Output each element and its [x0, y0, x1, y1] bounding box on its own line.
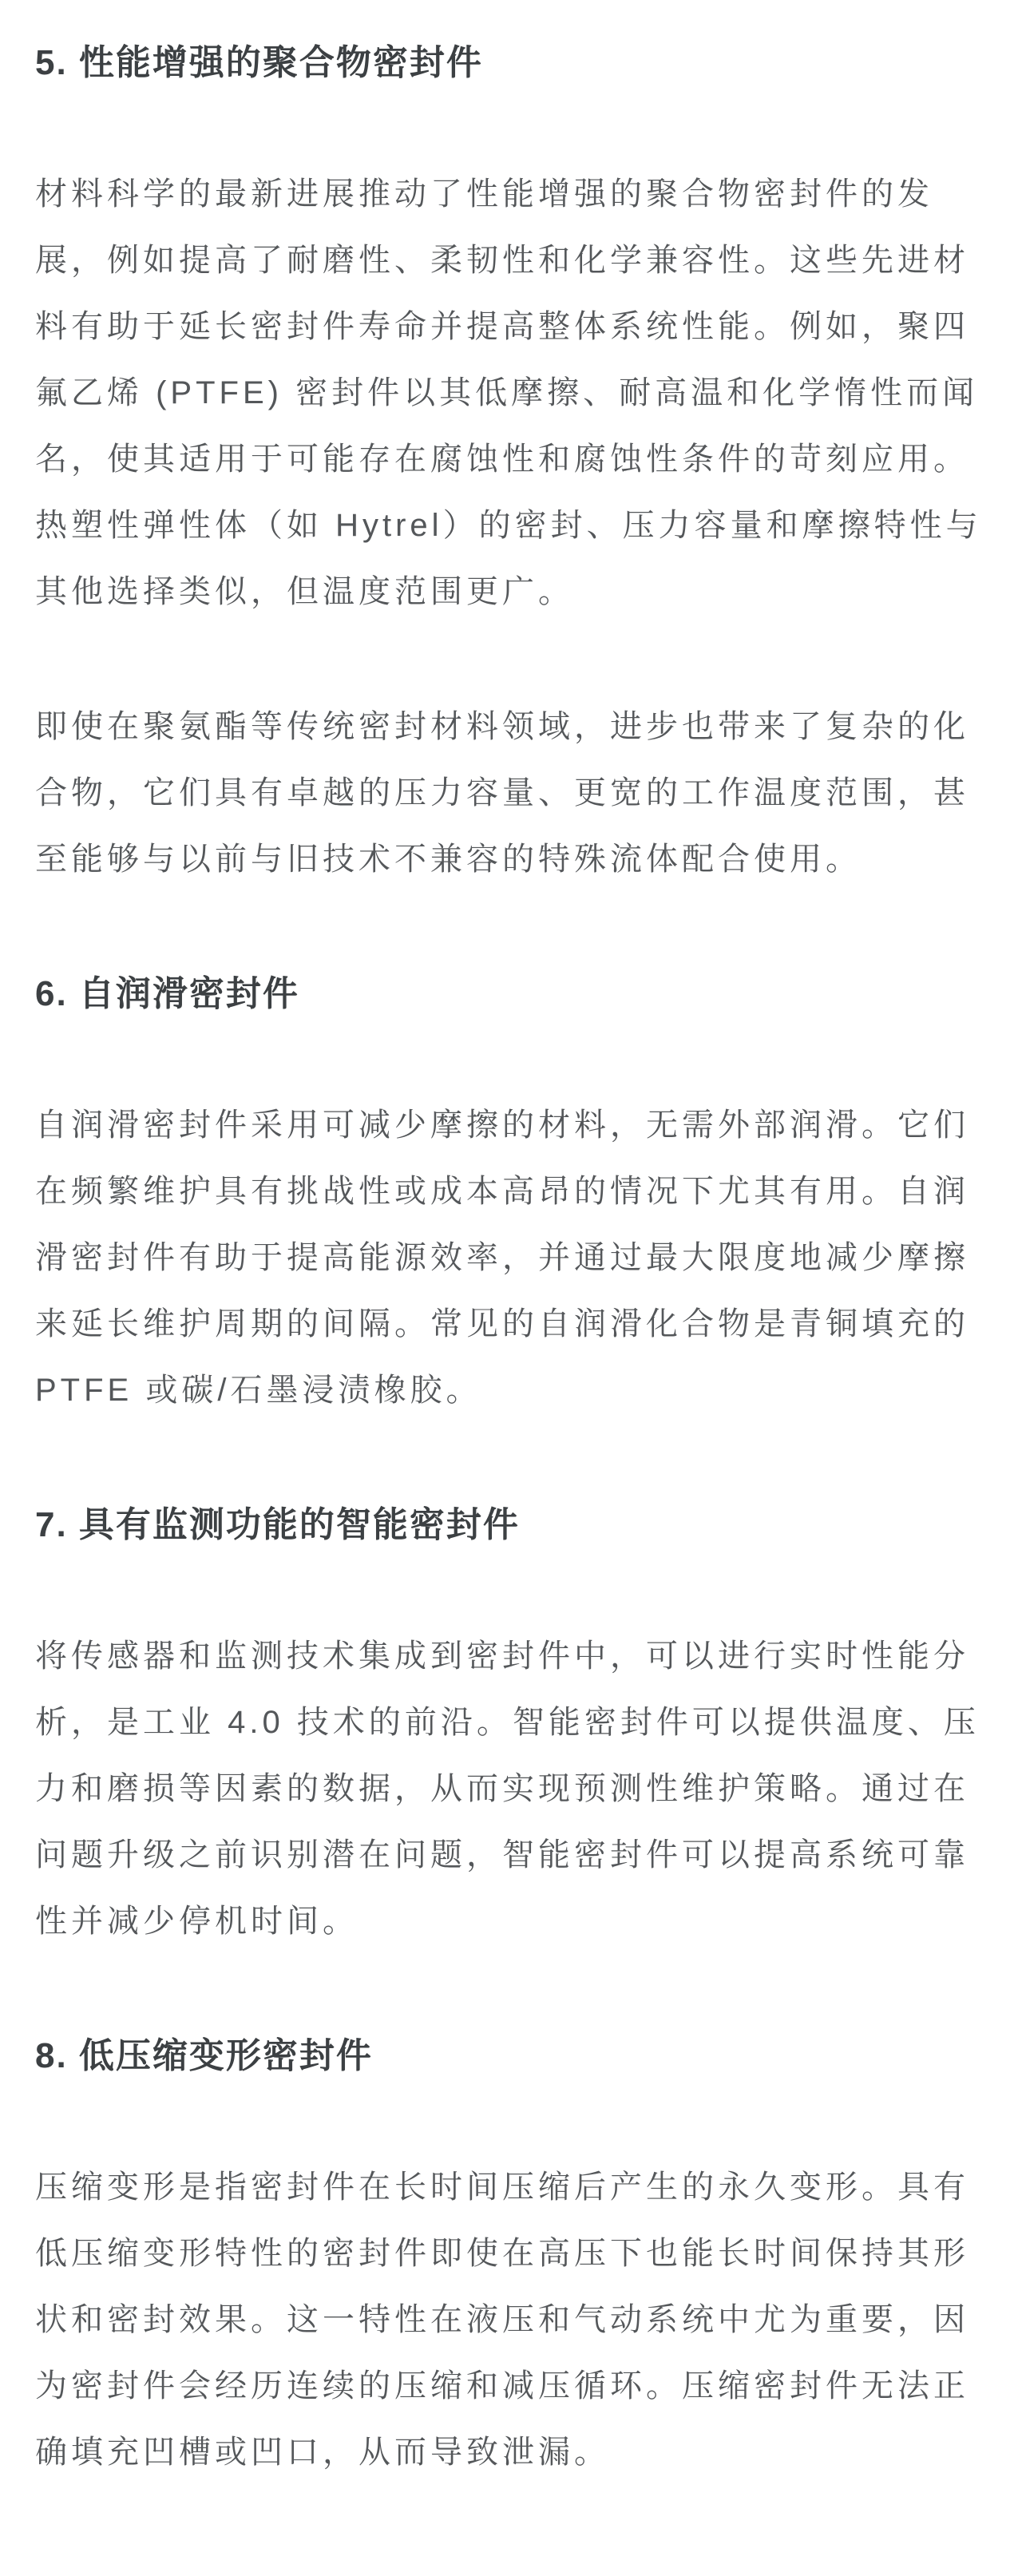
paragraph: 自润滑密封件采用可减少摩擦的材料，无需外部润滑。它们在频繁维护具有挑战性或成本高昂的情况下尤其有用。自润滑密封件有助于提高能源效率，并通过最大限度地减少摩擦来延长维护周期的间隔。常见的自润滑化合物是青铜填充的 PTFE 或碳/石墨浸渍橡胶。: [35, 1108, 969, 1408]
paragraph: 将传感器和监测技术集成到密封件中，可以进行实时性能分析，是工业 4.0 技术的前沿。智能密封件可以提供温度、压力和磨损等因素的数据，从而实现预测性维护策略。通过在问题升级之前识别潜在问题，智能密封件可以提高系统可靠性并减少停机时间。: [35, 1639, 980, 1939]
section-heading-7: 7. 具有监测功能的智能密封件: [35, 1505, 520, 1544]
paragraph: 即使在聚氨酯等传统密封材料领域，进步也带来了复杂的化合物，它们具有卓越的压力容量、更宽的工作温度范围，甚至能够与以前与旧技术不兼容的特殊流体配合使用。: [35, 709, 969, 877]
section-heading-5: 5. 性能增强的聚合物密封件: [35, 43, 483, 82]
paragraph: 材料科学的最新进展推动了性能增强的聚合物密封件的发展，例如提高了耐磨性、柔韧性和化学兼容性。这些先进材料有助于延长密封件寿命并提高整体系统性能。例如，聚四氟乙烯 (PTFE) 密封件以其低摩擦、耐高温和化学惰性而闻名，使其适用于可能存在腐蚀性和腐蚀性条件的苛刻应用。热塑性弹性体（如 Hytrel）的密封、压力容量和摩擦特性与其他选择类似，但温度范围更广。: [35, 176, 982, 609]
section-heading-8: 8. 低压缩变形密封件: [35, 2036, 373, 2075]
article-body: [35, 38, 992, 2486]
paragraph: 压缩变形是指密封件在长时间压缩后产生的永久变形。具有低压缩变形特性的密封件即使在高压下也能长时间保持其形状和密封效果。这一特性在液压和气动系统中尤为重要，因为密封件会经历连续的压缩和减压循环。压缩密封件无法正确填充凹槽或凹口，从而导致泄漏。: [35, 2170, 969, 2470]
section-heading-6: 6. 自润滑密封件: [35, 974, 299, 1013]
